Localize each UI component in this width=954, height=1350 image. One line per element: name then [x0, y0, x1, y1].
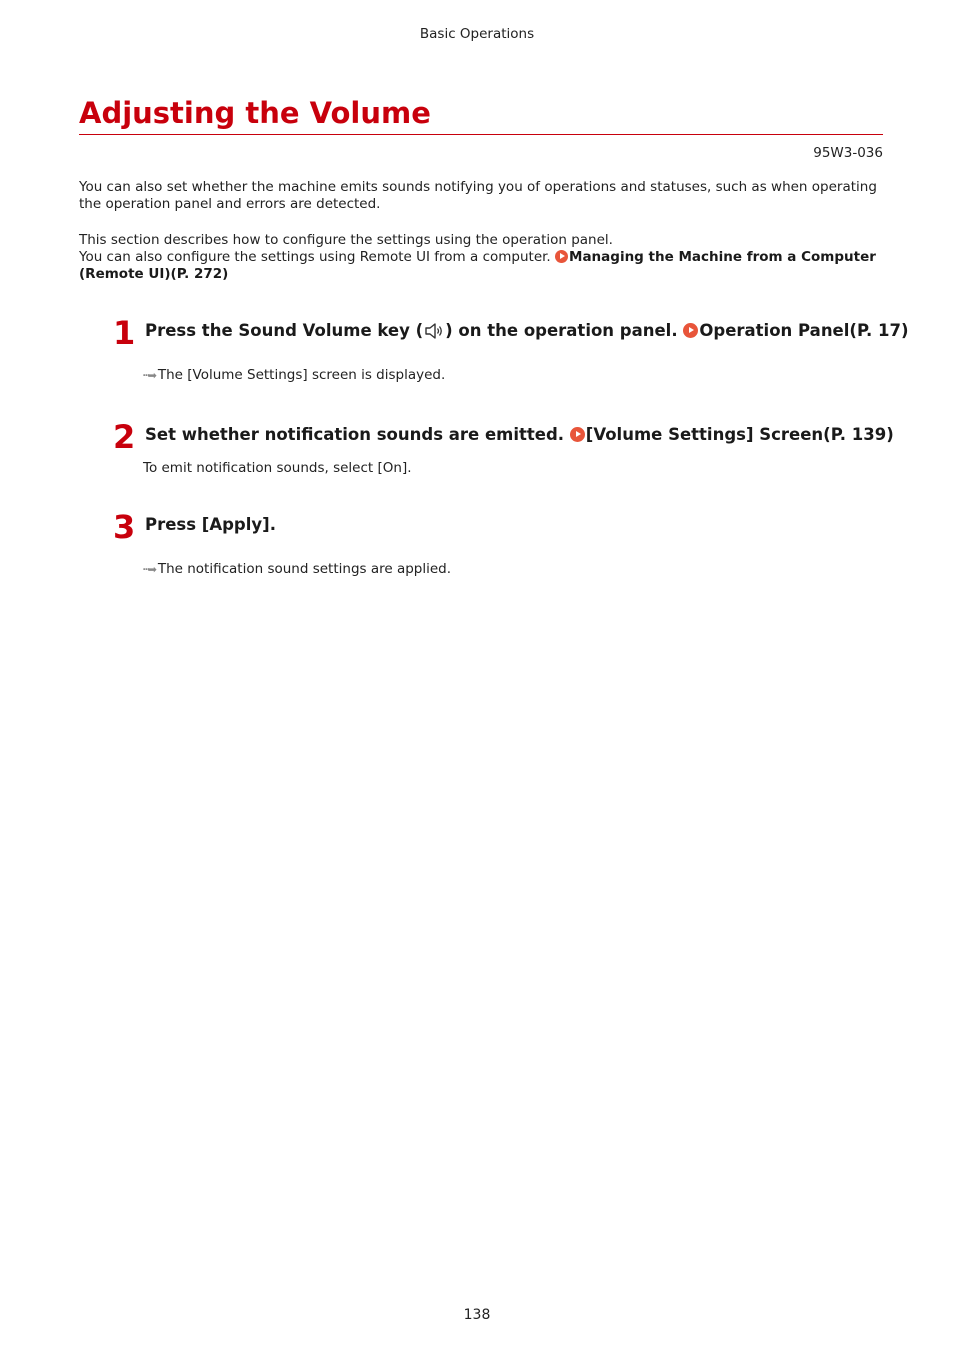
circle-right-arrow-icon: [555, 250, 568, 263]
volume-settings-screen-link-label: [Volume Settings] Screen(P. 139): [585, 425, 894, 444]
step-number-3: 3: [113, 508, 136, 546]
step-3-result: [143, 561, 451, 578]
speaker-icon: [424, 322, 444, 340]
step-title-3: Press [Apply].: [145, 515, 276, 534]
intro-line-2: You can also configure the settings using Remote UI from a computer.: [79, 249, 556, 265]
title-divider: [79, 134, 883, 135]
intro-paragraph-2: [79, 232, 883, 283]
operation-panel-link-label: Operation Panel(P. 17): [699, 321, 909, 340]
step-2-text: Set whether notification sounds are emitted.: [145, 425, 570, 444]
dotted-arrow-icon: ┅➡: [143, 369, 155, 382]
step-1-text-a: Press the Sound Volume key (: [145, 321, 424, 340]
volume-settings-screen-link[interactable]: [570, 425, 894, 444]
circle-right-arrow-icon: [683, 323, 698, 338]
step-number-1: 1: [113, 314, 136, 352]
step-3-result-text: The notification sound settings are applied.: [157, 561, 452, 577]
page-title: Adjusting the Volume: [79, 96, 431, 130]
step-number-2: 2: [113, 418, 136, 456]
step-1-result: [143, 367, 445, 384]
intro-paragraph: You can also set whether the machine emits sounds notifying you of operations and statuses, such as when operating the operation panel and errors are detected.: [79, 179, 877, 212]
page-number: 138: [463, 1307, 491, 1323]
dotted-arrow-icon: ┅➡: [143, 563, 155, 576]
circle-right-arrow-icon: [570, 427, 585, 442]
remote-ui-link-label: Managing the Machine from a Computer (Remote UI)(P. 272): [79, 249, 876, 282]
step-1-text-b: ) on the operation panel.: [445, 321, 684, 340]
step-2-description: To emit notification sounds, select [On].: [143, 460, 412, 476]
step-title-1: [145, 320, 909, 342]
document-code: 95W3-036: [813, 145, 883, 161]
operation-panel-link[interactable]: [683, 321, 908, 340]
step-title-2: [145, 424, 894, 446]
running-header: Basic Operations: [419, 26, 535, 42]
intro-line-1: This section describes how to configure the settings using the operation panel.: [79, 232, 613, 248]
step-1-result-text: The [Volume Settings] screen is displayed.: [157, 367, 446, 383]
